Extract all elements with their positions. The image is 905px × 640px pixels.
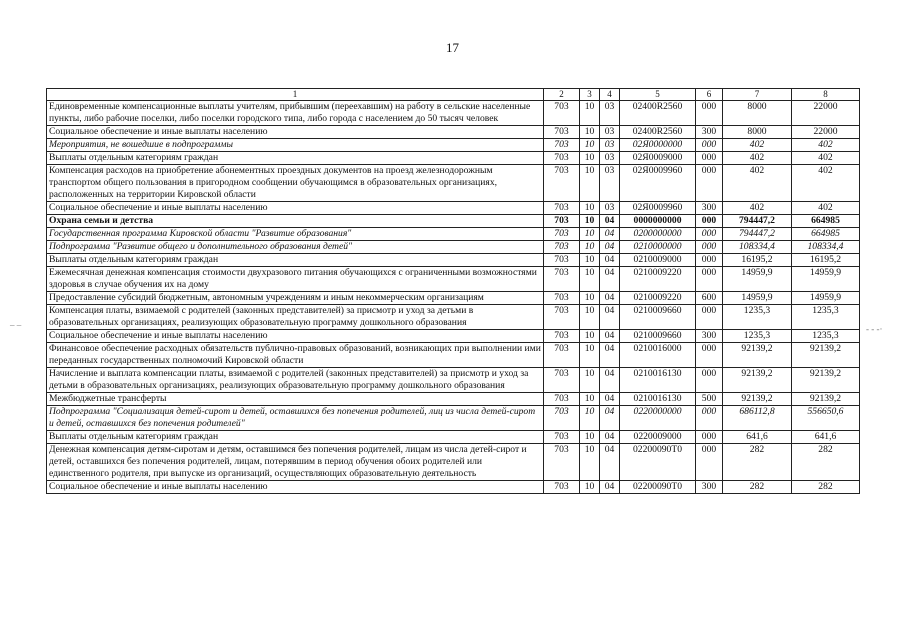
table-row [47, 343, 860, 368]
target-article-cell: 02Я0009960 [620, 202, 696, 215]
amount-cell: 108334,4 [792, 241, 860, 254]
code-cell: 703 [544, 481, 580, 494]
column-header: 3 [580, 89, 600, 101]
code-cell: 703 [544, 393, 580, 406]
code-cell: 703 [544, 228, 580, 241]
table-row [47, 305, 860, 330]
section-cell: 10 [580, 126, 600, 139]
amount-cell: 402 [792, 165, 860, 202]
amount-cell: 92139,2 [723, 343, 792, 368]
row-name-cell: Социальное обеспечение и иные выплаты населению [47, 330, 544, 343]
amount-cell: 92139,2 [792, 393, 860, 406]
subsection-cell: 04 [600, 228, 620, 241]
subsection-cell: 04 [600, 343, 620, 368]
section-cell: 10 [580, 406, 600, 431]
amount-cell: 402 [723, 202, 792, 215]
expense-type-cell: 300 [696, 330, 723, 343]
row-name-cell: Социальное обеспечение и иные выплаты населению [47, 481, 544, 494]
budget-table [46, 88, 860, 494]
expense-type-cell: 300 [696, 481, 723, 494]
table-row [47, 330, 860, 343]
section-cell: 10 [580, 241, 600, 254]
amount-cell: 14959,9 [792, 267, 860, 292]
target-article-cell: 0210009220 [620, 292, 696, 305]
amount-cell: 641,6 [723, 431, 792, 444]
amount-cell: 282 [723, 481, 792, 494]
amount-cell: 664985 [792, 228, 860, 241]
table-row [47, 126, 860, 139]
expense-type-cell: 000 [696, 254, 723, 267]
code-cell: 703 [544, 139, 580, 152]
column-header: 8 [792, 89, 860, 101]
subsection-cell: 04 [600, 368, 620, 393]
expense-type-cell: 000 [696, 152, 723, 165]
section-cell: 10 [580, 393, 600, 406]
subsection-cell: 03 [600, 126, 620, 139]
amount-cell: 402 [792, 152, 860, 165]
target-article-cell: 0220009000 [620, 431, 696, 444]
row-name-cell: Подпрограмма "Социализация детей-сирот и детей, оставшихся без попечения родителей, лиц из числа детей-сирот и детей, оставшихся без попечения родителей" [47, 406, 544, 431]
target-article-cell: 02200090Т0 [620, 444, 696, 481]
amount-cell: 1235,3 [792, 330, 860, 343]
code-cell: 703 [544, 215, 580, 228]
amount-cell: 686112,8 [723, 406, 792, 431]
row-name-cell: Компенсация платы, взимаемой с родителей (законных представителей) за присмотр и уход за детьми в образовательных организациях, реализующих образовательную программу дошкольного образования [47, 305, 544, 330]
table-row [47, 254, 860, 267]
scan-artifact-left: – – [10, 320, 22, 330]
amount-cell: 1235,3 [723, 330, 792, 343]
code-cell: 703 [544, 254, 580, 267]
table-row [47, 481, 860, 494]
code-cell: 703 [544, 444, 580, 481]
target-article-cell: 02Я0009000 [620, 152, 696, 165]
subsection-cell: 03 [600, 152, 620, 165]
amount-cell: 794447,2 [723, 215, 792, 228]
amount-cell: 92139,2 [792, 343, 860, 368]
subsection-cell: 04 [600, 215, 620, 228]
code-cell: 703 [544, 101, 580, 126]
expense-type-cell: 000 [696, 267, 723, 292]
amount-cell: 16195,2 [723, 254, 792, 267]
amount-cell: 556650,6 [792, 406, 860, 431]
section-cell: 10 [580, 139, 600, 152]
amount-cell: 92139,2 [723, 393, 792, 406]
column-header: 1 [47, 89, 544, 101]
subsection-cell: 03 [600, 165, 620, 202]
subsection-cell: 04 [600, 393, 620, 406]
page-number: 17 [446, 40, 459, 55]
expense-type-cell: 600 [696, 292, 723, 305]
expense-type-cell: 000 [696, 228, 723, 241]
code-cell: 703 [544, 165, 580, 202]
table-row [47, 406, 860, 431]
scan-artifact-right: - - -· [866, 324, 883, 334]
code-cell: 703 [544, 330, 580, 343]
table-row [47, 431, 860, 444]
target-article-cell: 02Я0000000 [620, 139, 696, 152]
amount-cell: 282 [792, 444, 860, 481]
amount-cell: 641,6 [792, 431, 860, 444]
target-article-cell: 02Я0009960 [620, 165, 696, 202]
amount-cell: 402 [723, 139, 792, 152]
row-name-cell: Начисление и выплата компенсации платы, взимаемой с родителей (законных представителей) за присмотр и уход за детьми в образовательных организациях, реализующих образовательную программу дошкольного образования [47, 368, 544, 393]
row-name-cell: Социальное обеспечение и иные выплаты населению [47, 202, 544, 215]
amount-cell: 1235,3 [792, 305, 860, 330]
column-header: 7 [723, 89, 792, 101]
subsection-cell: 04 [600, 292, 620, 305]
target-article-cell: 02400R2560 [620, 101, 696, 126]
code-cell: 703 [544, 368, 580, 393]
table-row [47, 393, 860, 406]
subsection-cell: 04 [600, 431, 620, 444]
header-row [47, 89, 860, 101]
expense-type-cell: 000 [696, 368, 723, 393]
row-name-cell: Единовременные компенсационные выплаты учителям, прибывшим (переехавшим) на работу в сельские населенные пункты, либо рабочие поселки, либо поселки городского типа, либо города с населением до 50 тысяч человек [47, 101, 544, 126]
code-cell: 703 [544, 305, 580, 330]
subsection-cell: 04 [600, 267, 620, 292]
expense-type-cell: 300 [696, 202, 723, 215]
expense-type-cell: 500 [696, 393, 723, 406]
row-name-cell: Предоставление субсидий бюджетным, автономным учреждениям и иным некоммерческим организациям [47, 292, 544, 305]
code-cell: 703 [544, 292, 580, 305]
row-name-cell: Выплаты отдельным категориям граждан [47, 254, 544, 267]
row-name-cell: Выплаты отдельным категориям граждан [47, 431, 544, 444]
row-name-cell: Государственная программа Кировской области "Развитие образования" [47, 228, 544, 241]
table-row [47, 267, 860, 292]
table-row [47, 368, 860, 393]
subsection-cell: 04 [600, 305, 620, 330]
row-name-cell: Компенсация расходов на приобретение абонементных проездных документов на проезд железнодорожным транспортом общего пользования в пригородном сообщении обучающимся в образовательных организациях, расположенных на территории Кировской области [47, 165, 544, 202]
section-cell: 10 [580, 215, 600, 228]
code-cell: 703 [544, 406, 580, 431]
section-cell: 10 [580, 481, 600, 494]
amount-cell: 794447,2 [723, 228, 792, 241]
section-cell: 10 [580, 431, 600, 444]
expense-type-cell: 000 [696, 215, 723, 228]
amount-cell: 14959,9 [792, 292, 860, 305]
subsection-cell: 03 [600, 101, 620, 126]
section-cell: 10 [580, 267, 600, 292]
amount-cell: 8000 [723, 126, 792, 139]
amount-cell: 1235,3 [723, 305, 792, 330]
code-cell: 703 [544, 241, 580, 254]
target-article-cell: 0210016000 [620, 343, 696, 368]
row-name-cell: Межбюджетные трансферты [47, 393, 544, 406]
table-row [47, 165, 860, 202]
amount-cell: 402 [792, 139, 860, 152]
table-row [47, 241, 860, 254]
section-cell: 10 [580, 305, 600, 330]
target-article-cell: 0220000000 [620, 406, 696, 431]
amount-cell: 92139,2 [723, 368, 792, 393]
column-header: 5 [620, 89, 696, 101]
expense-type-cell: 000 [696, 444, 723, 481]
subsection-cell: 04 [600, 254, 620, 267]
section-cell: 10 [580, 343, 600, 368]
section-cell: 10 [580, 165, 600, 202]
subsection-cell: 04 [600, 330, 620, 343]
table-row [47, 444, 860, 481]
row-name-cell: Охрана семьи и детства [47, 215, 544, 228]
expense-type-cell: 000 [696, 241, 723, 254]
row-name-cell: Социальное обеспечение и иные выплаты населению [47, 126, 544, 139]
table-row [47, 101, 860, 126]
expense-type-cell: 000 [696, 343, 723, 368]
amount-cell: 664985 [792, 215, 860, 228]
section-cell: 10 [580, 368, 600, 393]
amount-cell: 14959,9 [723, 292, 792, 305]
code-cell: 703 [544, 267, 580, 292]
section-cell: 10 [580, 254, 600, 267]
column-header: 6 [696, 89, 723, 101]
section-cell: 10 [580, 202, 600, 215]
target-article-cell: 02400R2560 [620, 126, 696, 139]
code-cell: 703 [544, 202, 580, 215]
table-row [47, 202, 860, 215]
row-name-cell: Финансовое обеспечение расходных обязательств публично-правовых образований, возникающих при выполнении ими переданных государственных полномочий Кировской области [47, 343, 544, 368]
subsection-cell: 03 [600, 202, 620, 215]
amount-cell: 282 [723, 444, 792, 481]
code-cell: 703 [544, 343, 580, 368]
expense-type-cell: 000 [696, 431, 723, 444]
expense-type-cell: 000 [696, 406, 723, 431]
section-cell: 10 [580, 444, 600, 481]
row-name-cell: Подпрограмма "Развитие общего и дополнительного образования детей" [47, 241, 544, 254]
amount-cell: 16195,2 [792, 254, 860, 267]
table-row [47, 139, 860, 152]
amount-cell: 108334,4 [723, 241, 792, 254]
expense-type-cell: 000 [696, 101, 723, 126]
target-article-cell: 0210000000 [620, 241, 696, 254]
subsection-cell: 04 [600, 241, 620, 254]
target-article-cell: 0210009220 [620, 267, 696, 292]
target-article-cell: 02200090Т0 [620, 481, 696, 494]
target-article-cell: 0210009660 [620, 330, 696, 343]
amount-cell: 8000 [723, 101, 792, 126]
section-cell: 10 [580, 330, 600, 343]
target-article-cell: 0200000000 [620, 228, 696, 241]
section-cell: 10 [580, 152, 600, 165]
table-row [47, 152, 860, 165]
table-row [47, 215, 860, 228]
amount-cell: 282 [792, 481, 860, 494]
amount-cell: 402 [723, 152, 792, 165]
target-article-cell: 0210016130 [620, 393, 696, 406]
column-header: 4 [600, 89, 620, 101]
row-name-cell: Денежная компенсация детям-сиротам и детям, оставшимся без попечения родителей, лицам из числа детей-сирот и детей, оставшихся без попечения родителей, лицам, потерявшим в период обучения обоих родителей или единственного родителя, при выпуске из организаций, осуществляющих образовательную деятельность [47, 444, 544, 481]
target-article-cell: 0210009000 [620, 254, 696, 267]
amount-cell: 402 [792, 202, 860, 215]
expense-type-cell: 000 [696, 139, 723, 152]
target-article-cell: 0210009660 [620, 305, 696, 330]
code-cell: 703 [544, 126, 580, 139]
subsection-cell: 04 [600, 444, 620, 481]
section-cell: 10 [580, 292, 600, 305]
amount-cell: 14959,9 [723, 267, 792, 292]
code-cell: 703 [544, 431, 580, 444]
code-cell: 703 [544, 152, 580, 165]
table-row [47, 292, 860, 305]
subsection-cell: 04 [600, 481, 620, 494]
subsection-cell: 03 [600, 139, 620, 152]
section-cell: 10 [580, 228, 600, 241]
expense-type-cell: 000 [696, 305, 723, 330]
amount-cell: 22000 [792, 126, 860, 139]
section-cell: 10 [580, 101, 600, 126]
amount-cell: 22000 [792, 101, 860, 126]
row-name-cell: Ежемесячная денежная компенсация стоимости двухразового питания обучающихся с ограниченными возможностями здоровья в случае обучения их на дому [47, 267, 544, 292]
amount-cell: 92139,2 [792, 368, 860, 393]
table-row [47, 228, 860, 241]
table-body [47, 101, 860, 494]
target-article-cell: 0000000000 [620, 215, 696, 228]
expense-type-cell: 300 [696, 126, 723, 139]
subsection-cell: 04 [600, 406, 620, 431]
expense-type-cell: 000 [696, 165, 723, 202]
column-header: 2 [544, 89, 580, 101]
row-name-cell: Выплаты отдельным категориям граждан [47, 152, 544, 165]
target-article-cell: 0210016130 [620, 368, 696, 393]
row-name-cell: Мероприятия, не вошедшие в подпрограммы [47, 139, 544, 152]
amount-cell: 402 [723, 165, 792, 202]
